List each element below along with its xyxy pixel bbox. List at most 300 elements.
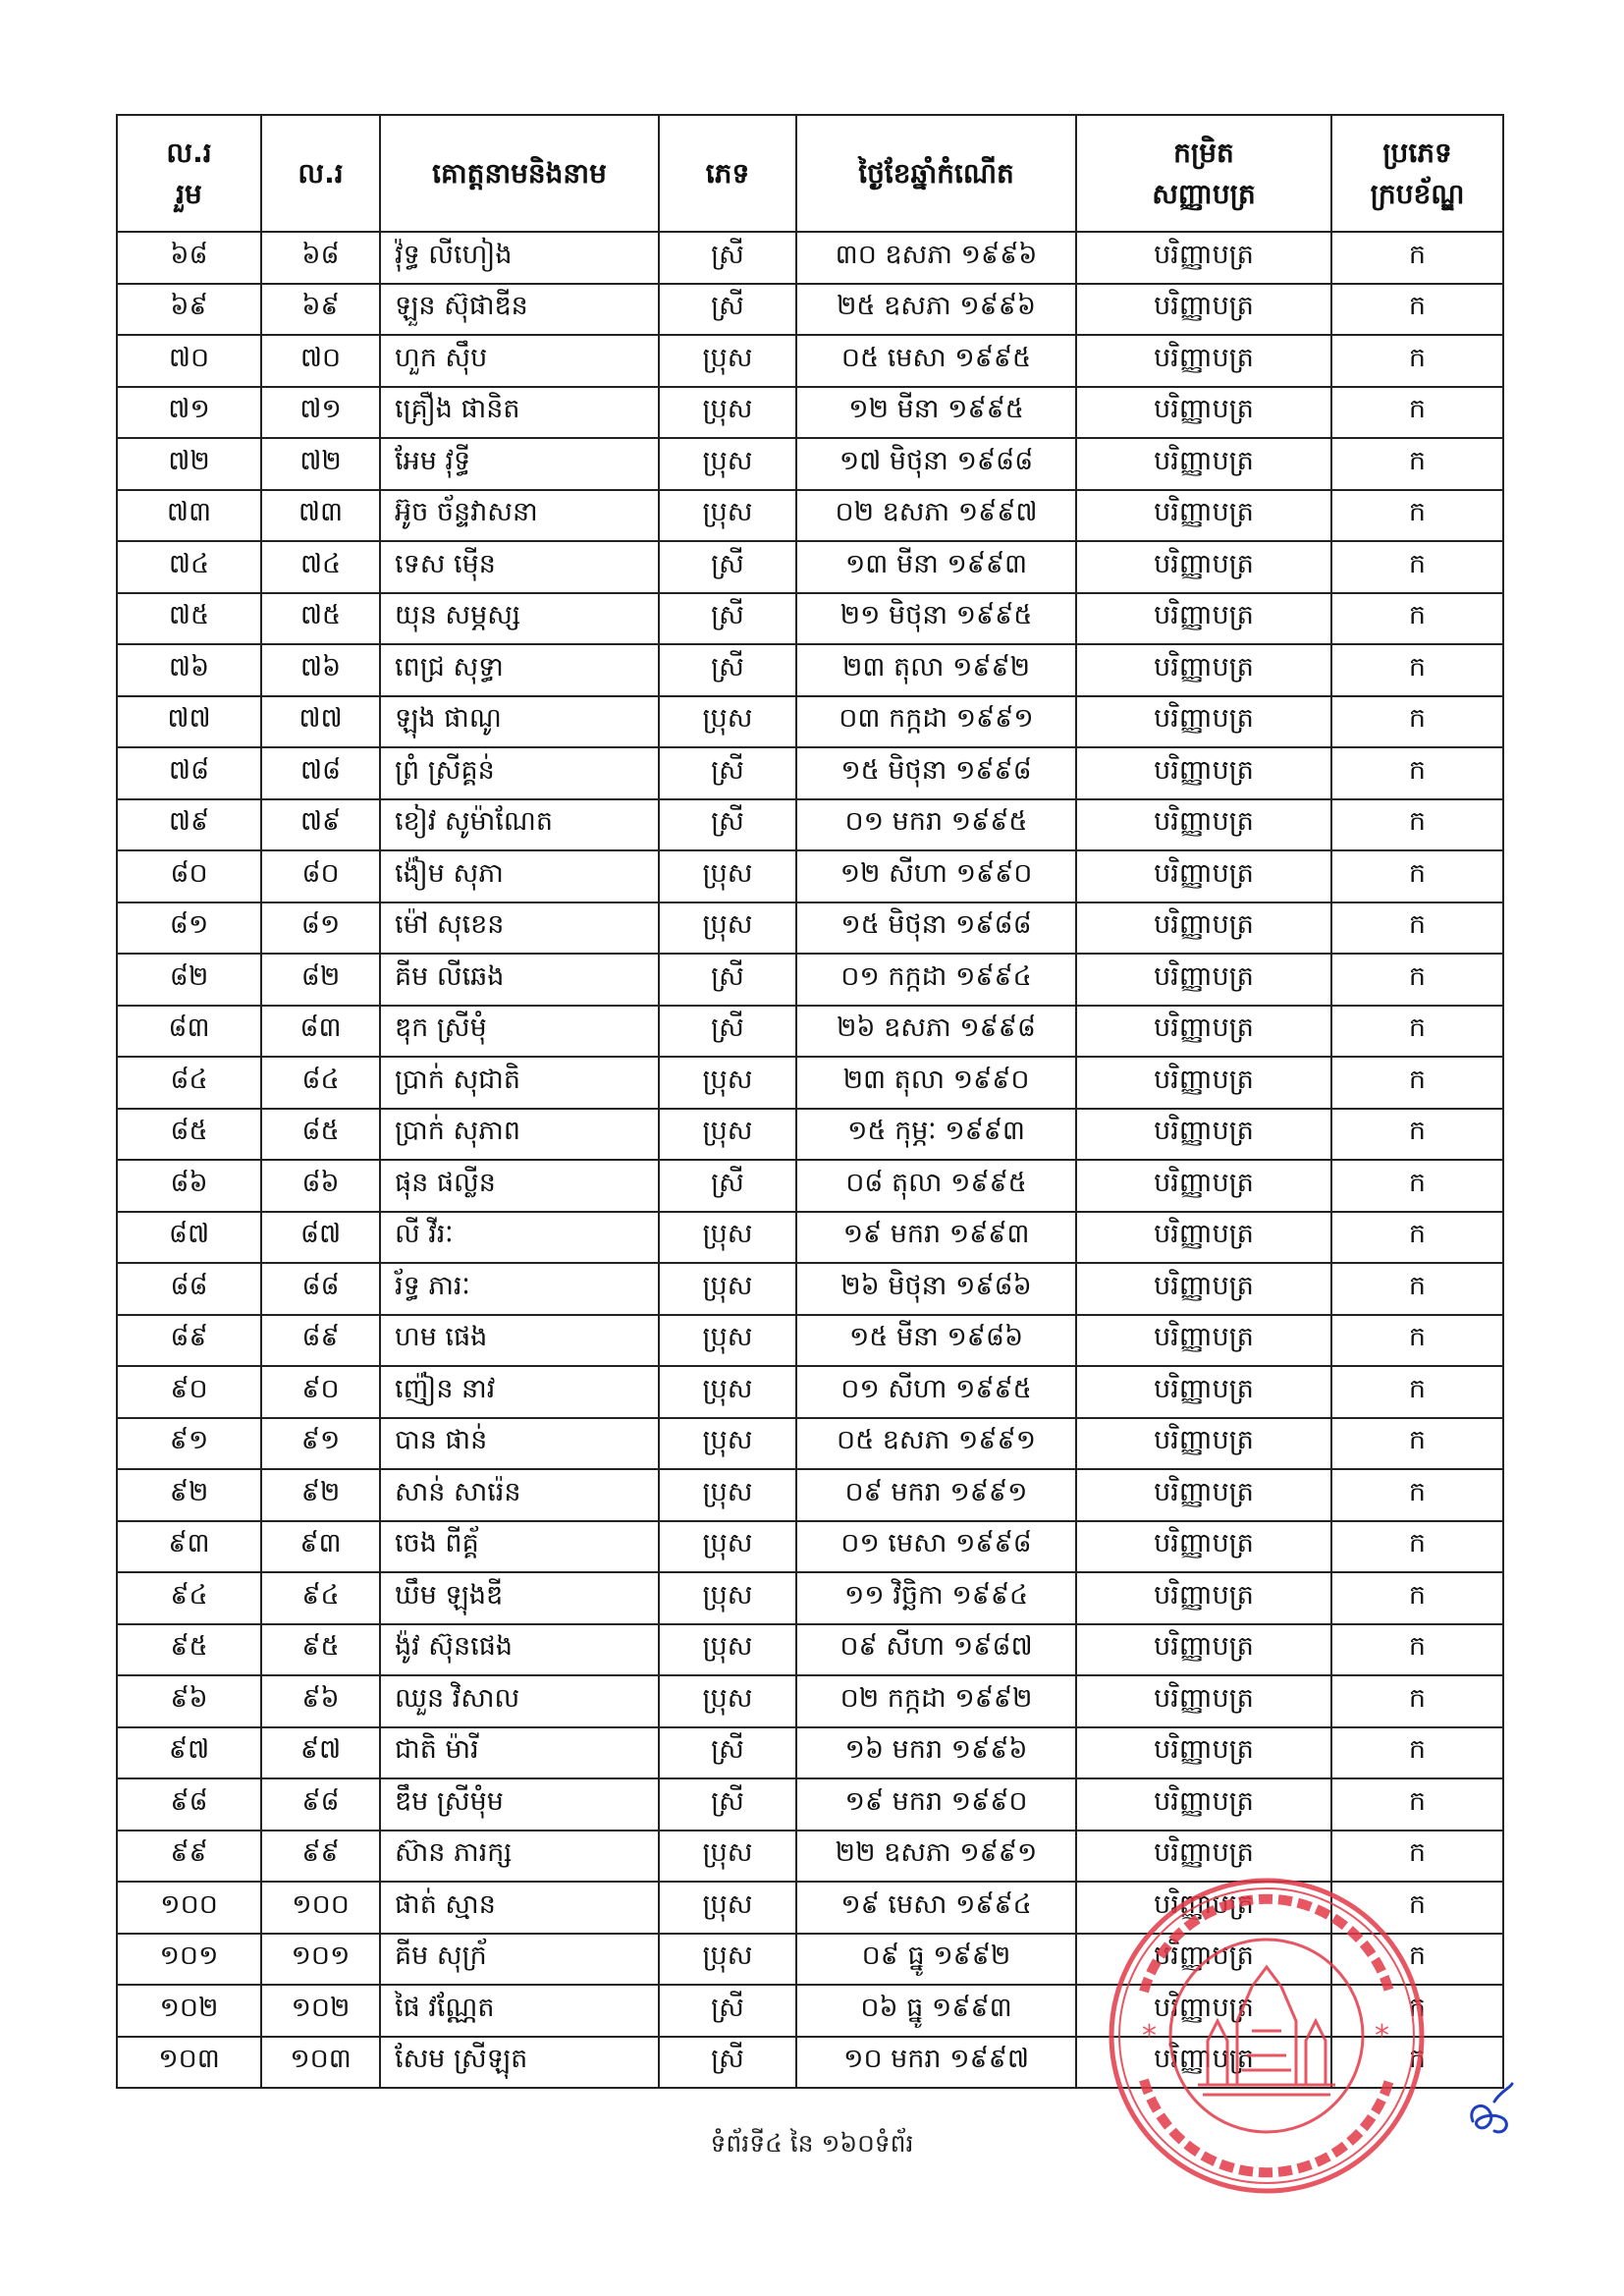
total-number-cell: ១០០ <box>117 1882 261 1934</box>
degree-level-cell: បរិញ្ញាបត្រ <box>1076 1418 1331 1470</box>
date-of-birth-cell: ០៩ សីហា ១៩៨៧ <box>796 1624 1076 1676</box>
column-header <box>117 115 261 232</box>
date-of-birth-cell: ០៥ ឧសភា ១៩៩១ <box>796 1418 1076 1470</box>
degree-level-cell: បរិញ្ញាបត្រ <box>1076 593 1331 645</box>
degree-level-cell: បរិញ្ញាបត្រ <box>1076 1315 1331 1367</box>
table-row <box>117 1727 1503 1779</box>
date-of-birth-cell: ១៦ មករា ១៩៩៦ <box>796 1727 1076 1779</box>
category-cell: ក <box>1331 1109 1503 1161</box>
table-row <box>117 1263 1503 1315</box>
number-cell: ៨៥ <box>261 1109 380 1161</box>
date-of-birth-cell: ៣០ ឧសភា ១៩៩៦ <box>796 232 1076 284</box>
gender-cell: ស្រី <box>659 541 796 593</box>
number-cell: ៨២ <box>261 954 380 1006</box>
column-header <box>380 115 659 232</box>
full-name-cell: អែម វុទ្ធី <box>380 438 659 490</box>
full-name-cell: ផៃ វណ្ណែត <box>380 1985 659 2037</box>
table-row <box>117 1675 1503 1727</box>
degree-level-cell: បរិញ្ញាបត្រ <box>1076 1160 1331 1212</box>
category-cell: ក <box>1331 1469 1503 1521</box>
category-cell: ក <box>1331 232 1503 284</box>
gender-cell: ស្រី <box>659 799 796 851</box>
column-header <box>796 115 1076 232</box>
full-name-cell: ញ៉ៀន នាវ <box>380 1366 659 1418</box>
full-name-cell: លី វីរៈ <box>380 1212 659 1264</box>
staff-list-table <box>116 114 1504 2089</box>
table-row <box>117 1572 1503 1624</box>
full-name-cell: ជាតិ ម៉ារី <box>380 1727 659 1779</box>
date-of-birth-cell: ២៦ មិថុនា ១៩៨៦ <box>796 1263 1076 1315</box>
date-of-birth-cell: ១២ សីហា ១៩៩០ <box>796 850 1076 902</box>
number-cell: ៩៤ <box>261 1572 380 1624</box>
category-cell: ក <box>1331 1160 1503 1212</box>
gender-cell: ប្រុស <box>659 1882 796 1934</box>
total-number-cell: ៨៧ <box>117 1212 261 1264</box>
gender-cell: ស្រី <box>659 232 796 284</box>
category-cell: ក <box>1331 1778 1503 1831</box>
table-row <box>117 1109 1503 1161</box>
gender-cell: ស្រី <box>659 593 796 645</box>
full-name-cell: សែម ស្រីឡុត <box>380 2037 659 2089</box>
full-name-cell: ព្រំ ស្រីគ្គន់ <box>380 747 659 799</box>
date-of-birth-cell: ០១ កក្កដា ១៩៩៤ <box>796 954 1076 1006</box>
full-name-cell: ង៉ូវ ស៊ុនផេង <box>380 1624 659 1676</box>
full-name-cell: ខៀវ សូម៉ាណែត <box>380 799 659 851</box>
table-row <box>117 284 1503 336</box>
total-number-cell: ៧៩ <box>117 799 261 851</box>
degree-level-cell: បរិញ្ញាបត្រ <box>1076 232 1331 284</box>
date-of-birth-cell: ១៥ មិថុនា ១៩៩៨ <box>796 747 1076 799</box>
gender-cell: ប្រុស <box>659 335 796 387</box>
number-cell: ៧៨ <box>261 747 380 799</box>
date-of-birth-cell: ១១ វិច្ឆិកា ១៩៩៤ <box>796 1572 1076 1624</box>
degree-level-cell: បរិញ្ញាបត្រ <box>1076 850 1331 902</box>
full-name-cell: វ៉ុទ្ធ លីហៀង <box>380 232 659 284</box>
gender-cell: ប្រុស <box>659 387 796 439</box>
total-number-cell: ៨៤ <box>117 1057 261 1109</box>
total-number-cell: ៧៨ <box>117 747 261 799</box>
total-number-cell: ៩០ <box>117 1366 261 1418</box>
column-header-text: ក្របខ័ណ្ឌ <box>1370 177 1465 210</box>
table-row <box>117 438 1503 490</box>
category-cell: ក <box>1331 1572 1503 1624</box>
gender-cell: ប្រុស <box>659 1263 796 1315</box>
number-cell: ៦៨ <box>261 232 380 284</box>
category-cell: ក <box>1331 1985 1503 2037</box>
number-cell: ៨៦ <box>261 1160 380 1212</box>
table-row <box>117 232 1503 284</box>
table-row <box>117 850 1503 902</box>
number-cell: ៩២ <box>261 1469 380 1521</box>
category-cell: ក <box>1331 1882 1503 1934</box>
degree-level-cell: បរិញ្ញាបត្រ <box>1076 1624 1331 1676</box>
number-cell: ៧៥ <box>261 593 380 645</box>
degree-level-cell: បរិញ្ញាបត្រ <box>1076 1778 1331 1831</box>
date-of-birth-cell: ១៥ កុម្ភៈ ១៩៩៣ <box>796 1109 1076 1161</box>
total-number-cell: ១០១ <box>117 1934 261 1986</box>
total-number-cell: ៩៨ <box>117 1778 261 1831</box>
number-cell: ៩៩ <box>261 1831 380 1883</box>
date-of-birth-cell: ០១ មេសា ១៩៩៨ <box>796 1521 1076 1573</box>
date-of-birth-cell: ០៩ ធ្នូ ១៩៩២ <box>796 1934 1076 1986</box>
table-row <box>117 1006 1503 1058</box>
full-name-cell: ឡុង ផាណូ <box>380 696 659 748</box>
number-cell: ៨៩ <box>261 1315 380 1367</box>
category-cell: ក <box>1331 799 1503 851</box>
category-cell: ក <box>1331 1366 1503 1418</box>
table-row <box>117 1212 1503 1264</box>
table-row <box>117 335 1503 387</box>
total-number-cell: ៨៨ <box>117 1263 261 1315</box>
gender-cell: ប្រុស <box>659 1521 796 1573</box>
degree-level-cell: បរិញ្ញាបត្រ <box>1076 747 1331 799</box>
gender-cell: ប្រុស <box>659 1366 796 1418</box>
date-of-birth-cell: ០១ មករា ១៩៩៥ <box>796 799 1076 851</box>
total-number-cell: ៧៦ <box>117 644 261 696</box>
document-table-container <box>116 114 1502 2089</box>
number-cell: ៩៣ <box>261 1521 380 1573</box>
column-header-text: គោត្តនាមនិងនាម <box>432 156 607 190</box>
page-number-footer: ទំព័រទី៤ នៃ ១៦០ទំព័រ <box>710 2129 914 2158</box>
category-cell: ក <box>1331 541 1503 593</box>
total-number-cell: ៨១ <box>117 902 261 955</box>
number-cell: ៧៤ <box>261 541 380 593</box>
date-of-birth-cell: ១៣ មីនា ១៩៩៣ <box>796 541 1076 593</box>
gender-cell: ប្រុស <box>659 1418 796 1470</box>
full-name-cell: ចេង ពីគ្គ័ <box>380 1521 659 1573</box>
full-name-cell: ផាត់ ស្មាន <box>380 1882 659 1934</box>
gender-cell: ប្រុស <box>659 1469 796 1521</box>
table-row <box>117 1469 1503 1521</box>
total-number-cell: ៨៦ <box>117 1160 261 1212</box>
number-cell: ៨៨ <box>261 1263 380 1315</box>
handwritten-initials <box>1465 2082 1516 2141</box>
number-cell: ១០០ <box>261 1882 380 1934</box>
degree-level-cell: បរិញ្ញាបត្រ <box>1076 1263 1331 1315</box>
degree-level-cell: បរិញ្ញាបត្រ <box>1076 1934 1331 1986</box>
table-body <box>117 232 1503 2088</box>
date-of-birth-cell: ២៣ តុលា ១៩៩២ <box>796 644 1076 696</box>
degree-level-cell: បរិញ្ញាបត្រ <box>1076 902 1331 955</box>
date-of-birth-cell: ០៦ ធ្នូ ១៩៩៣ <box>796 1985 1076 2037</box>
category-cell: ក <box>1331 335 1503 387</box>
category-cell: ក <box>1331 1934 1503 1986</box>
category-cell: ក <box>1331 954 1503 1006</box>
full-name-cell: ឡួន ស៊ុផាឌីន <box>380 284 659 336</box>
date-of-birth-cell: ០៩ មករា ១៩៩១ <box>796 1469 1076 1521</box>
degree-level-cell: បរិញ្ញាបត្រ <box>1076 1212 1331 1264</box>
total-number-cell: ៧០ <box>117 335 261 387</box>
gender-cell: ប្រុស <box>659 902 796 955</box>
full-name-cell: ម៉ៅ សុខេន <box>380 902 659 955</box>
category-cell: ក <box>1331 2037 1503 2089</box>
table-row <box>117 1778 1503 1831</box>
degree-level-cell: បរិញ្ញាបត្រ <box>1076 1675 1331 1727</box>
number-cell: ៧៦ <box>261 644 380 696</box>
full-name-cell: ទេស ម៉ើន <box>380 541 659 593</box>
table-row <box>117 954 1503 1006</box>
full-name-cell: ផុន ផល្លីន <box>380 1160 659 1212</box>
total-number-cell: ៩៤ <box>117 1572 261 1624</box>
column-header-text: ថ្ងៃខែឆ្នាំកំណើត <box>858 156 1014 190</box>
total-number-cell: ១០៣ <box>117 2037 261 2089</box>
full-name-cell: ឈួន វិសាល <box>380 1675 659 1727</box>
degree-level-cell: បរិញ្ញាបត្រ <box>1076 387 1331 439</box>
number-cell: ៨៣ <box>261 1006 380 1058</box>
total-number-cell: ៧១ <box>117 387 261 439</box>
total-number-cell: ៦៩ <box>117 284 261 336</box>
number-cell: ៩០ <box>261 1366 380 1418</box>
column-header-text: សញ្ញាបត្រ <box>1152 177 1256 210</box>
gender-cell: ប្រុស <box>659 490 796 542</box>
number-cell: ៦៩ <box>261 284 380 336</box>
total-number-cell: ៧៤ <box>117 541 261 593</box>
date-of-birth-cell: ០៥ មេសា ១៩៩៥ <box>796 335 1076 387</box>
number-cell: ៧១ <box>261 387 380 439</box>
gender-cell: ស្រី <box>659 1160 796 1212</box>
date-of-birth-cell: ០៣ កក្កដា ១៩៩១ <box>796 696 1076 748</box>
degree-level-cell: បរិញ្ញាបត្រ <box>1076 954 1331 1006</box>
gender-cell: ស្រី <box>659 747 796 799</box>
table-row <box>117 490 1503 542</box>
column-header-text: ប្រភេទ <box>1382 136 1452 169</box>
category-cell: ក <box>1331 1212 1503 1264</box>
column-header-text: ល.រ <box>298 156 344 190</box>
gender-cell: ប្រុស <box>659 1934 796 1986</box>
date-of-birth-cell: ១០ មករា ១៩៩៧ <box>796 2037 1076 2089</box>
table-row <box>117 644 1503 696</box>
degree-level-cell: បរិញ្ញាបត្រ <box>1076 1006 1331 1058</box>
total-number-cell: ៨២ <box>117 954 261 1006</box>
total-number-cell: ៩៣ <box>117 1521 261 1573</box>
gender-cell: ប្រុស <box>659 1572 796 1624</box>
date-of-birth-cell: ០១ សីហា ១៩៩៥ <box>796 1366 1076 1418</box>
full-name-cell: ង៉ៀម សុភា <box>380 850 659 902</box>
table-row <box>117 1624 1503 1676</box>
table-row <box>117 1315 1503 1367</box>
degree-level-cell: បរិញ្ញាបត្រ <box>1076 1985 1331 2037</box>
degree-level-cell: បរិញ្ញាបត្រ <box>1076 438 1331 490</box>
category-cell: ក <box>1331 1727 1503 1779</box>
column-header <box>1331 115 1503 232</box>
table-row <box>117 541 1503 593</box>
full-name-cell: ឌឹម ស្រីមុំម <box>380 1778 659 1831</box>
full-name-cell: ប្រាក់ សុជាតិ <box>380 1057 659 1109</box>
table-row <box>117 747 1503 799</box>
category-cell: ក <box>1331 1831 1503 1883</box>
full-name-cell: បាន ផាន់ <box>380 1418 659 1470</box>
number-cell: ១០៣ <box>261 2037 380 2089</box>
table-header-row <box>117 115 1503 232</box>
column-header-text: ភេទ <box>705 156 750 190</box>
full-name-cell: យុន សម្ភស្ស <box>380 593 659 645</box>
total-number-cell: ៨៥ <box>117 1109 261 1161</box>
total-number-cell: ៨៣ <box>117 1006 261 1058</box>
gender-cell: ប្រុស <box>659 1057 796 1109</box>
gender-cell: ប្រុស <box>659 1315 796 1367</box>
table-row <box>117 799 1503 851</box>
column-header-text: កម្រិត <box>1173 136 1234 169</box>
category-cell: ក <box>1331 902 1503 955</box>
full-name-cell: ប្រាក់ សុភាព <box>380 1109 659 1161</box>
total-number-cell: ៩៩ <box>117 1831 261 1883</box>
number-cell: ៧០ <box>261 335 380 387</box>
gender-cell: ស្រី <box>659 1985 796 2037</box>
degree-level-cell: បរិញ្ញាបត្រ <box>1076 1057 1331 1109</box>
category-cell: ក <box>1331 1624 1503 1676</box>
degree-level-cell: បរិញ្ញាបត្រ <box>1076 1572 1331 1624</box>
number-cell: ៩៦ <box>261 1675 380 1727</box>
category-cell: ក <box>1331 1057 1503 1109</box>
table-row <box>117 1160 1503 1212</box>
date-of-birth-cell: ១៩ មករា ១៩៩០ <box>796 1778 1076 1831</box>
degree-level-cell: បរិញ្ញាបត្រ <box>1076 1831 1331 1883</box>
degree-level-cell: បរិញ្ញាបត្រ <box>1076 2037 1331 2089</box>
column-header <box>1076 115 1331 232</box>
gender-cell: ស្រី <box>659 1778 796 1831</box>
number-cell: ៩១ <box>261 1418 380 1470</box>
category-cell: ក <box>1331 696 1503 748</box>
number-cell: ៨១ <box>261 902 380 955</box>
degree-level-cell: បរិញ្ញាបត្រ <box>1076 1882 1331 1934</box>
total-number-cell: ៩៥ <box>117 1624 261 1676</box>
number-cell: ១០១ <box>261 1934 380 1986</box>
gender-cell: ស្រី <box>659 644 796 696</box>
degree-level-cell: បរិញ្ញាបត្រ <box>1076 696 1331 748</box>
degree-level-cell: បរិញ្ញាបត្រ <box>1076 335 1331 387</box>
table-row <box>117 1418 1503 1470</box>
total-number-cell: ៩១ <box>117 1418 261 1470</box>
gender-cell: ស្រី <box>659 954 796 1006</box>
number-cell: ៧២ <box>261 438 380 490</box>
degree-level-cell: បរិញ្ញាបត្រ <box>1076 284 1331 336</box>
category-cell: ក <box>1331 1315 1503 1367</box>
category-cell: ក <box>1331 593 1503 645</box>
category-cell: ក <box>1331 490 1503 542</box>
category-cell: ក <box>1331 644 1503 696</box>
gender-cell: ប្រុស <box>659 438 796 490</box>
date-of-birth-cell: ២៣ តុលា ១៩៩០ <box>796 1057 1076 1109</box>
total-number-cell: ៧៣ <box>117 490 261 542</box>
category-cell: ក <box>1331 387 1503 439</box>
number-cell: ៩៧ <box>261 1727 380 1779</box>
table-row <box>117 1057 1503 1109</box>
date-of-birth-cell: ០៨ តុលា ១៩៩៥ <box>796 1160 1076 1212</box>
table-row <box>117 902 1503 955</box>
full-name-cell: អ៊ូច ច័ន្ទវាសនា <box>380 490 659 542</box>
gender-cell: ស្រី <box>659 1006 796 1058</box>
number-cell: ៩៥ <box>261 1624 380 1676</box>
date-of-birth-cell: ១៩ មករា ១៩៩៣ <box>796 1212 1076 1264</box>
total-number-cell: ៧៥ <box>117 593 261 645</box>
full-name-cell: ពេជ្រ សុទ្ធា <box>380 644 659 696</box>
full-name-cell: រ័ទ្ធ ភារៈ <box>380 1263 659 1315</box>
gender-cell: ប្រុស <box>659 696 796 748</box>
degree-level-cell: បរិញ្ញាបត្រ <box>1076 1109 1331 1161</box>
total-number-cell: ៩២ <box>117 1469 261 1521</box>
full-name-cell: ហួក ស៊ឹប <box>380 335 659 387</box>
number-cell: ៨០ <box>261 850 380 902</box>
gender-cell: ប្រុស <box>659 1624 796 1676</box>
date-of-birth-cell: ១៩ មេសា ១៩៩៤ <box>796 1882 1076 1934</box>
total-number-cell: ៩៦ <box>117 1675 261 1727</box>
full-name-cell: ហម ផេង <box>380 1315 659 1367</box>
table-row <box>117 696 1503 748</box>
table-row <box>117 1521 1503 1573</box>
full-name-cell: សាន់ សារ៉េន <box>380 1469 659 1521</box>
number-cell: ៧៧ <box>261 696 380 748</box>
category-cell: ក <box>1331 1263 1503 1315</box>
degree-level-cell: បរិញ្ញាបត្រ <box>1076 644 1331 696</box>
gender-cell: ប្រុស <box>659 1831 796 1883</box>
full-name-cell: គីម លីឆេង <box>380 954 659 1006</box>
table-row <box>117 387 1503 439</box>
degree-level-cell: បរិញ្ញាបត្រ <box>1076 1469 1331 1521</box>
column-header-text: រួម <box>176 177 202 210</box>
category-cell: ក <box>1331 1675 1503 1727</box>
svg-text:*: * <box>1142 2019 1157 2053</box>
number-cell: ៨៤ <box>261 1057 380 1109</box>
category-cell: ក <box>1331 284 1503 336</box>
number-cell: ៧៩ <box>261 799 380 851</box>
date-of-birth-cell: ២២ ឧសភា ១៩៩១ <box>796 1831 1076 1883</box>
table-row <box>117 593 1503 645</box>
degree-level-cell: បរិញ្ញាបត្រ <box>1076 541 1331 593</box>
gender-cell: ប្រុស <box>659 1212 796 1264</box>
date-of-birth-cell: ១៥ មីនា ១៩៨៦ <box>796 1315 1076 1367</box>
category-cell: ក <box>1331 1418 1503 1470</box>
full-name-cell: គីម សុក្រ័ <box>380 1934 659 1986</box>
date-of-birth-cell: ១៧ មិថុនា ១៩៨៨ <box>796 438 1076 490</box>
category-cell: ក <box>1331 1006 1503 1058</box>
column-header-text: ល.រ <box>166 136 212 169</box>
date-of-birth-cell: ០២ ឧសភា ១៩៩៧ <box>796 490 1076 542</box>
date-of-birth-cell: ២៦ ឧសភា ១៩៩៨ <box>796 1006 1076 1058</box>
category-cell: ក <box>1331 438 1503 490</box>
official-seal-stamp <box>1105 1874 1429 2198</box>
table-row <box>117 1366 1503 1418</box>
date-of-birth-cell: ០២ កក្កដា ១៩៩២ <box>796 1675 1076 1727</box>
number-cell: ៧៣ <box>261 490 380 542</box>
total-number-cell: ១០២ <box>117 1985 261 2037</box>
column-header <box>659 115 796 232</box>
degree-level-cell: បរិញ្ញាបត្រ <box>1076 799 1331 851</box>
total-number-cell: ៨០ <box>117 850 261 902</box>
degree-level-cell: បរិញ្ញាបត្រ <box>1076 1521 1331 1573</box>
full-name-cell: ឃឹម ឡុងឌី <box>380 1572 659 1624</box>
date-of-birth-cell: ១៥ មិថុនា ១៩៨៨ <box>796 902 1076 955</box>
number-cell: ៩៨ <box>261 1778 380 1831</box>
full-name-cell: ស៊ាន ភារក្ស <box>380 1831 659 1883</box>
degree-level-cell: បរិញ្ញាបត្រ <box>1076 1366 1331 1418</box>
total-number-cell: ៨៩ <box>117 1315 261 1367</box>
gender-cell: ស្រី <box>659 1727 796 1779</box>
gender-cell: ប្រុស <box>659 1109 796 1161</box>
svg-text:*: * <box>1375 2019 1389 2053</box>
total-number-cell: ៧២ <box>117 438 261 490</box>
date-of-birth-cell: ២១ មិថុនា ១៩៩៥ <box>796 593 1076 645</box>
number-cell: ១០២ <box>261 1985 380 2037</box>
total-number-cell: ៩៧ <box>117 1727 261 1779</box>
gender-cell: ស្រី <box>659 2037 796 2089</box>
degree-level-cell: បរិញ្ញាបត្រ <box>1076 490 1331 542</box>
full-name-cell: ឌុក ស្រីមុំ <box>380 1006 659 1058</box>
date-of-birth-cell: ១២ មីនា ១៩៩៥ <box>796 387 1076 439</box>
date-of-birth-cell: ២៥ ឧសភា ១៩៩៦ <box>796 284 1076 336</box>
category-cell: ក <box>1331 850 1503 902</box>
gender-cell: ប្រុស <box>659 1675 796 1727</box>
total-number-cell: ៧៧ <box>117 696 261 748</box>
